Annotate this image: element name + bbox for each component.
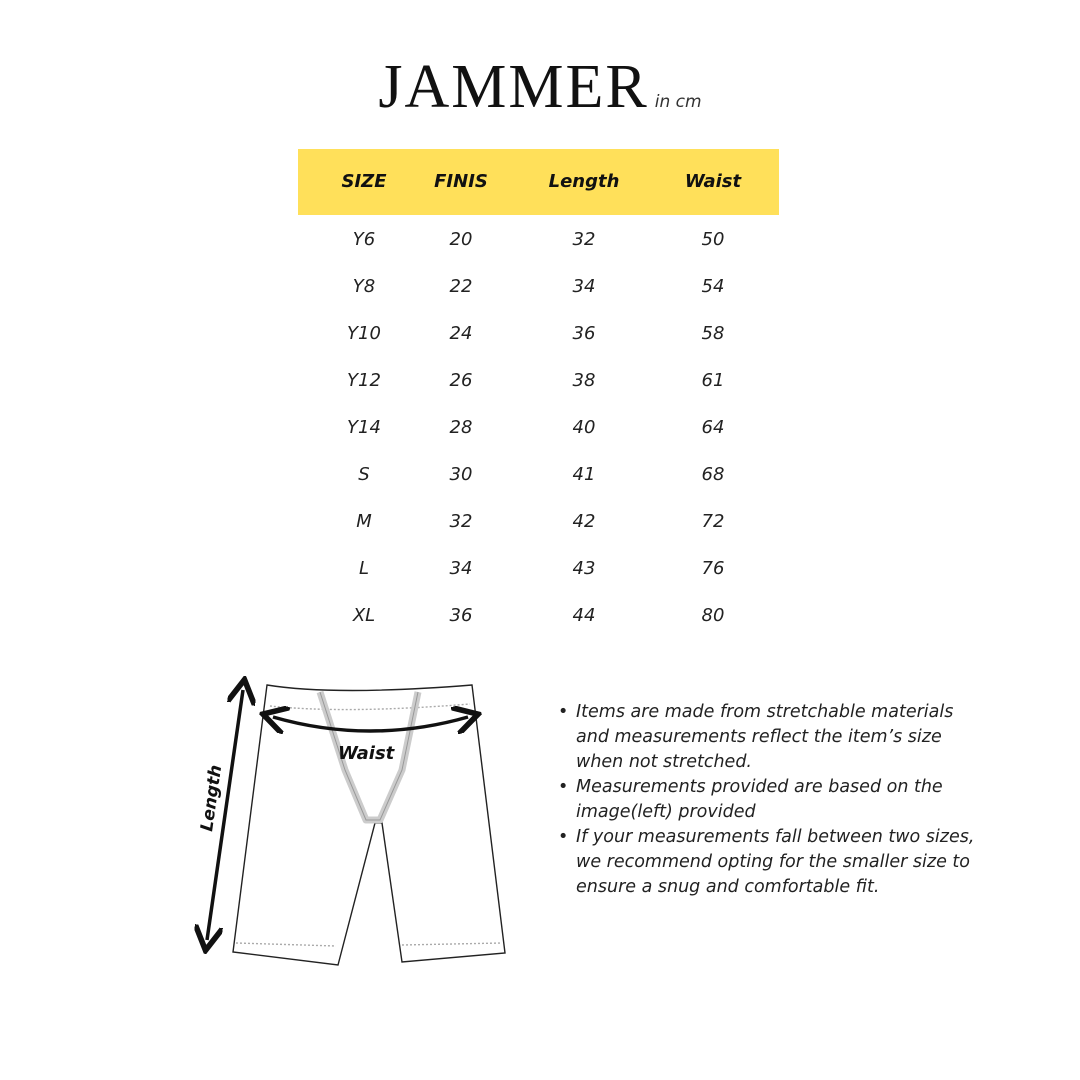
cell-length: 42 — [572, 511, 596, 532]
cell-waist: 50 — [701, 229, 725, 250]
cell-waist: 80 — [701, 605, 725, 626]
header-length: Length — [548, 171, 620, 192]
jammer-diagram — [180, 650, 520, 980]
cell-finis: 20 — [449, 229, 473, 250]
table-row — [298, 309, 779, 356]
cell-waist: 72 — [701, 511, 725, 532]
cell-finis: 30 — [449, 464, 473, 485]
cell-size: Y12 — [347, 370, 381, 391]
header-finis: FINIS — [434, 171, 488, 192]
title-text: JAMMER — [378, 53, 649, 121]
cell-length: 32 — [572, 229, 596, 250]
table-row — [298, 544, 779, 591]
cell-size: Y14 — [347, 417, 381, 438]
cell-length: 41 — [572, 464, 596, 485]
table-row — [298, 356, 779, 403]
cell-length: 43 — [572, 558, 596, 579]
cell-size: Y10 — [347, 323, 381, 344]
cell-waist: 64 — [701, 417, 725, 438]
table-row — [298, 591, 779, 638]
cell-finis: 32 — [449, 511, 473, 532]
header-size: SIZE — [341, 171, 387, 192]
cell-waist: 58 — [701, 323, 725, 344]
cell-length: 36 — [572, 323, 596, 344]
shorts-outline — [233, 685, 505, 965]
notes-list — [555, 700, 985, 900]
header-waist: Waist — [684, 171, 742, 192]
cell-size: S — [358, 464, 370, 485]
table-row — [298, 262, 779, 309]
cell-waist: 61 — [701, 370, 725, 391]
length-label: Length — [197, 763, 227, 833]
waist-label: Waist — [338, 743, 395, 764]
note-item: • Items are made from stretchable materials and measurements reflect the item’s size when not stretched. — [555, 700, 985, 775]
unit-label: in cm — [654, 92, 702, 112]
cell-size: Y8 — [352, 276, 376, 297]
size-table — [298, 149, 779, 638]
cell-length: 40 — [572, 417, 596, 438]
note-item: • Measurements provided are based on the image(left) provided — [555, 775, 985, 825]
cell-waist: 68 — [701, 464, 725, 485]
note-item: • If your measurements fall between two sizes, we recommend opting for the smaller size to ensure a snug and comfortable fit. — [555, 825, 985, 900]
cell-waist: 54 — [701, 276, 725, 297]
cell-size: M — [356, 511, 372, 532]
cell-finis: 34 — [449, 558, 473, 579]
page-title — [0, 52, 1080, 123]
cell-finis: 36 — [449, 605, 473, 626]
cell-size: Y6 — [352, 229, 376, 250]
table-row — [298, 215, 779, 262]
cell-size: L — [358, 558, 370, 579]
cell-finis: 26 — [449, 370, 473, 391]
cell-finis: 28 — [449, 417, 473, 438]
cell-waist: 76 — [701, 558, 725, 579]
cell-finis: 22 — [449, 276, 473, 297]
cell-length: 38 — [572, 370, 596, 391]
table-row — [298, 450, 779, 497]
cell-length: 34 — [572, 276, 596, 297]
cell-finis: 24 — [449, 323, 473, 344]
cell-size: XL — [352, 605, 376, 626]
table-row — [298, 403, 779, 450]
cell-length: 44 — [572, 605, 596, 626]
table-header — [298, 149, 779, 215]
table-row — [298, 497, 779, 544]
